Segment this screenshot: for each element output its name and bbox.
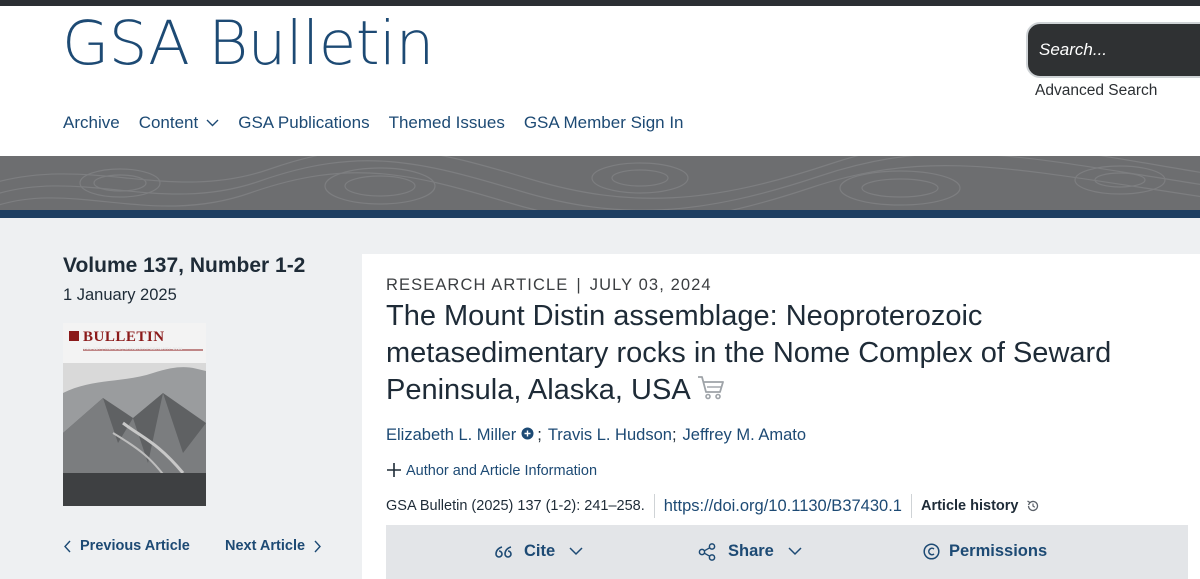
divider	[911, 494, 912, 518]
nav-gsa-publications-label: GSA Publications	[238, 113, 370, 132]
author-link[interactable]: Elizabeth L. Miller	[386, 426, 517, 444]
share-icon	[698, 543, 716, 561]
article-history-label: Article history	[920, 498, 1019, 514]
share-label: Share	[728, 542, 774, 560]
nav-gsa-publications[interactable]	[238, 113, 369, 133]
journal-logo[interactable]: GSA Bulletin	[62, 8, 434, 79]
share-button[interactable]	[698, 542, 802, 561]
issue-cover-image[interactable]	[63, 323, 206, 506]
article-meta	[386, 276, 712, 295]
history-icon	[1026, 499, 1040, 513]
issue-date: 1 January 2025	[63, 286, 177, 304]
chevron-down-icon	[206, 119, 219, 127]
site-header	[0, 6, 1200, 156]
author-info-label: Author and Article Information	[406, 463, 598, 479]
chevron-right-icon	[313, 540, 322, 553]
previous-article-label: Previous Article	[80, 538, 190, 554]
author-separator: ;	[537, 426, 542, 444]
article-history-toggle[interactable]	[921, 498, 1041, 514]
author-plus-icon[interactable]	[521, 426, 534, 445]
topographic-banner	[0, 156, 1200, 210]
chevron-down-icon	[569, 547, 583, 556]
chevron-down-icon	[788, 547, 802, 556]
doi-link[interactable]: https://doi.org/10.1130/B37430.1	[663, 496, 902, 515]
nav-content[interactable]	[139, 113, 220, 133]
previous-article-link[interactable]	[63, 538, 190, 554]
quote-icon	[494, 544, 514, 560]
plus-icon	[386, 460, 402, 482]
nav-archive[interactable]	[63, 113, 120, 133]
meta-separator: |	[576, 276, 582, 294]
next-article-label: Next Article	[225, 538, 306, 554]
issue-volume[interactable]: Volume 137, Number 1-2	[63, 254, 306, 277]
permissions-label: Permissions	[949, 542, 1048, 560]
advanced-search-link[interactable]: Advanced Search	[1035, 82, 1158, 99]
cite-button[interactable]	[494, 542, 583, 561]
article-type: RESEARCH ARTICLE	[386, 276, 569, 294]
author-link[interactable]: Travis L. Hudson	[547, 426, 672, 444]
shopping-cart-icon[interactable]	[697, 373, 725, 410]
nav-archive-label: Archive	[63, 113, 120, 132]
cover-title: BULLETIN	[83, 329, 165, 345]
next-article-link[interactable]	[225, 538, 322, 554]
nav-member-sign-in[interactable]	[524, 113, 684, 133]
search-box	[1026, 22, 1200, 78]
author-list	[386, 426, 806, 445]
main-nav	[63, 113, 703, 133]
author-separator: ;	[671, 426, 677, 444]
article-date: JULY 03, 2024	[589, 276, 712, 294]
nav-themed-issues[interactable]	[389, 113, 505, 133]
author-info-toggle[interactable]	[386, 460, 597, 482]
cite-label: Cite	[524, 542, 556, 560]
contour-pattern	[0, 156, 1200, 210]
chevron-left-icon	[63, 540, 72, 553]
copyright-icon	[923, 543, 940, 560]
nav-member-sign-in-label: GSA Member Sign In	[523, 113, 684, 132]
author-link[interactable]: Jeffrey M. Amato	[682, 426, 807, 444]
citation-text: GSA Bulletin (2025) 137 (1-2): 241–258.	[386, 498, 645, 514]
search-input[interactable]	[1039, 40, 1199, 60]
nav-themed-issues-label: Themed Issues	[388, 113, 505, 132]
cover-subtitle: VOL 137 | NO. 1-2 | JANUARY/FEBRUARY 2025	[83, 346, 183, 351]
permissions-button[interactable]	[923, 542, 1047, 561]
divider	[654, 494, 655, 518]
article-title	[386, 298, 1126, 410]
article-toolbar	[386, 525, 1188, 579]
citation-row	[386, 494, 1040, 518]
nav-content-label: Content	[138, 113, 199, 132]
article-title-text: The Mount Distin assemblage: Neoproterozoic metasedimentary rocks in the Nome Complex of Seward Peninsula, Alaska, USA	[386, 300, 1112, 406]
banner-stripe	[0, 210, 1200, 218]
